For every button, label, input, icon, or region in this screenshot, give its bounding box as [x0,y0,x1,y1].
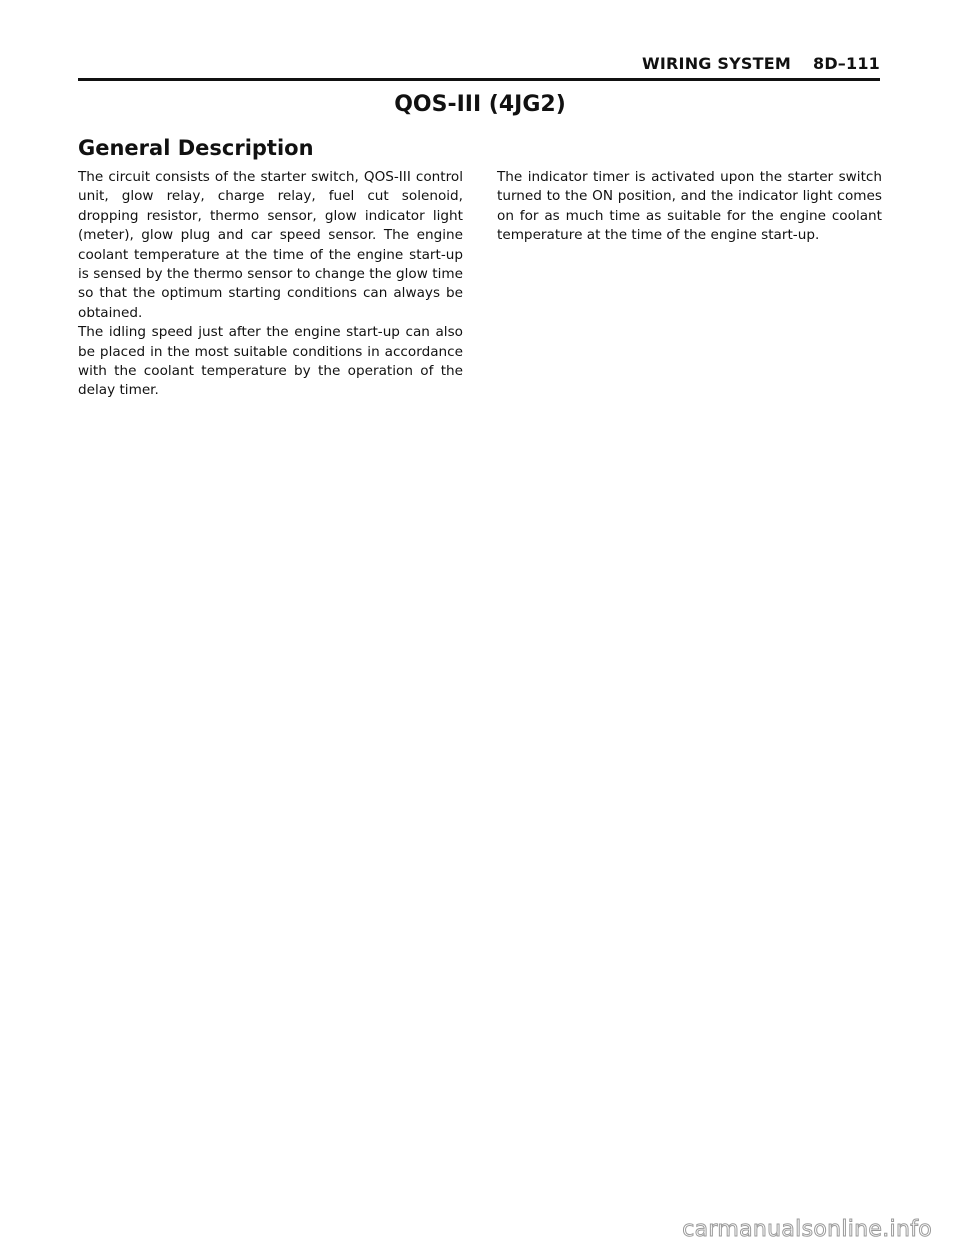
section-heading: General Description [78,136,314,160]
header-page-number: 8D–111 [812,54,880,73]
right-paragraph-1: The indicator timer is activated upon the starter switch turned to the ON position, and the indicator light comes on for as much time as suitable for the engine coolant temperature at the time of the engine start-up. [497,169,882,244]
watermark-text: carmanualsonline.info [682,1217,932,1242]
page-title: QOS-III (4JG2) [394,92,566,117]
header-text [642,54,880,73]
header-section-title: WIRING SYSTEM [642,54,791,73]
left-paragraph-1: The circuit consists of the starter switch, QOS-III control unit, glow relay, charge relay, fuel cut solenoid, dropping resistor, thermo sensor, glow indicator light (meter), glow plug and car speed sensor. The engine coolant temperature at the time of the engine start-up is sensed by the thermo sensor to change the glow time so that the optimum starting conditions can always be obtained. [78,169,463,321]
right-column [497,168,882,246]
page-header [78,54,880,81]
left-paragraph-2: The idling speed just after the engine start-up can also be placed in the most suitable conditions in accordance with the coolant temperature by the operation of the delay timer. [78,324,463,399]
left-column [78,168,463,401]
